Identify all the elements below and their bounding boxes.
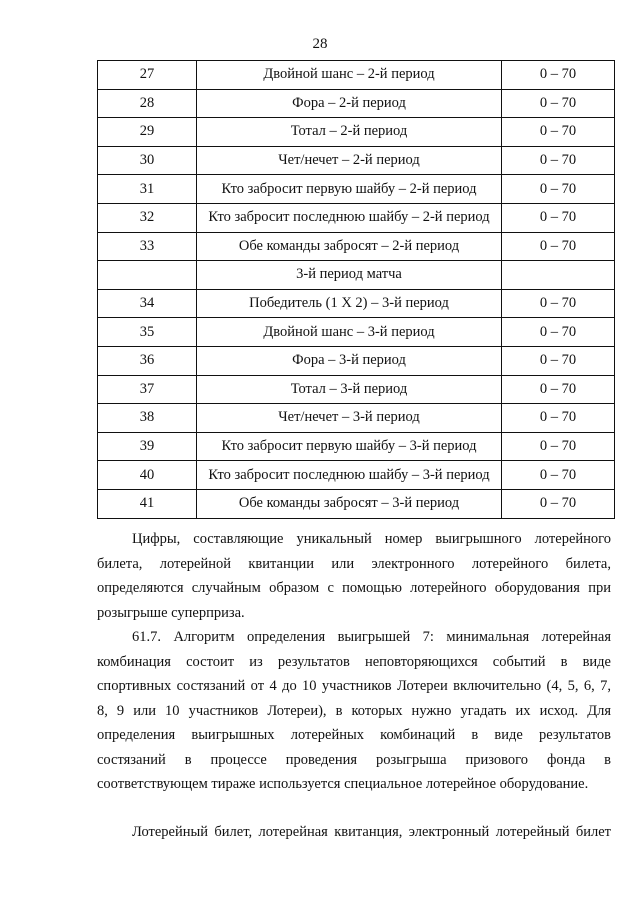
event-name-cell: Обе команды забросят – 2-й период bbox=[197, 232, 502, 261]
paragraph-line: комбинация состоит из результатов неповторяющихся событий в виде bbox=[97, 653, 611, 670]
table-row bbox=[98, 232, 615, 261]
coefficient-range-cell: 0 – 70 bbox=[502, 289, 615, 318]
table-row bbox=[98, 289, 615, 318]
table-row bbox=[98, 461, 615, 490]
table-row bbox=[98, 89, 615, 118]
event-name-cell: 3-й период матча bbox=[197, 261, 502, 290]
table-row bbox=[98, 203, 615, 232]
paragraph-line: состязаний в процессе проведения розыгрыша призового фонда в bbox=[97, 751, 611, 768]
coefficient-range-cell: 0 – 70 bbox=[502, 203, 615, 232]
row-number-cell bbox=[98, 261, 197, 290]
table-row bbox=[98, 404, 615, 433]
row-number-cell: 30 bbox=[98, 146, 197, 175]
paragraph-line: билета, лотерейной квитанции или электронного лотерейного билета, bbox=[97, 555, 611, 572]
event-name-cell: Кто забросит первую шайбу – 3-й период bbox=[197, 432, 502, 461]
table-row bbox=[98, 489, 615, 518]
event-name-cell: Кто забросит последнюю шайбу – 2-й период bbox=[197, 203, 502, 232]
table-row bbox=[98, 318, 615, 347]
events-table-body bbox=[98, 61, 615, 519]
event-name-cell: Чет/нечет – 2-й период bbox=[197, 146, 502, 175]
coefficient-range-cell: 0 – 70 bbox=[502, 61, 615, 90]
table-row bbox=[98, 432, 615, 461]
table-row bbox=[98, 375, 615, 404]
coefficient-range-cell: 0 – 70 bbox=[502, 232, 615, 261]
table-row bbox=[98, 146, 615, 175]
page-number: 28 bbox=[312, 36, 328, 52]
table-row bbox=[98, 61, 615, 90]
coefficient-range-cell: 0 – 70 bbox=[502, 118, 615, 147]
table-row bbox=[98, 118, 615, 147]
paragraph-line: 61.7. Алгоритм определения выигрышей 7: минимальная лотерейная bbox=[132, 629, 611, 645]
row-number-cell: 37 bbox=[98, 375, 197, 404]
event-name-cell: Кто забросит первую шайбу – 2-й период bbox=[197, 175, 502, 204]
row-number-cell: 41 bbox=[98, 489, 197, 518]
coefficient-range-cell: 0 – 70 bbox=[502, 432, 615, 461]
paragraph-line: соответствующем тираже используется специальное лотерейное оборудование. bbox=[97, 776, 589, 792]
row-number-cell: 38 bbox=[98, 404, 197, 433]
row-number-cell: 33 bbox=[98, 232, 197, 261]
row-number-cell: 29 bbox=[98, 118, 197, 147]
paragraph-line: Цифры, составляющие уникальный номер выигрышного лотерейного bbox=[132, 531, 611, 547]
event-name-cell: Фора – 2-й период bbox=[197, 89, 502, 118]
row-number-cell: 27 bbox=[98, 61, 197, 90]
paragraph-line: определения выигрышных лотерейных комбинаций в виде результатов bbox=[97, 727, 611, 743]
event-name-cell: Тотал – 2-й период bbox=[197, 118, 502, 147]
paragraph-line: спортивных состязаний от 4 до 10 участников Лотереи включительно (4, 5, 6, 7, bbox=[97, 678, 611, 694]
event-name-cell: Фора – 3-й период bbox=[197, 346, 502, 375]
table-row bbox=[98, 261, 615, 290]
event-name-cell: Тотал – 3-й период bbox=[197, 375, 502, 404]
paragraph-lottery-ticket bbox=[97, 820, 611, 845]
paragraph-line: Лотерейный билет, лотерейная квитанция, электронный лотерейный билет bbox=[132, 824, 611, 840]
paragraph-superprize-numbers bbox=[97, 527, 611, 625]
row-number-cell: 40 bbox=[98, 461, 197, 490]
row-number-cell: 32 bbox=[98, 203, 197, 232]
paragraph-line: 8, 9 или 10 участников Лотереи), в которых нужно угадать их исход. Для bbox=[97, 702, 611, 719]
event-name-cell: Чет/нечет – 3-й период bbox=[197, 404, 502, 433]
coefficient-range-cell: 0 – 70 bbox=[502, 89, 615, 118]
event-name-cell: Кто забросит последнюю шайбу – 3-й период bbox=[197, 461, 502, 490]
paragraph-line: розыгрыше суперприза. bbox=[97, 604, 245, 621]
coefficient-range-cell: 0 – 70 bbox=[502, 146, 615, 175]
row-number-cell: 31 bbox=[98, 175, 197, 204]
row-number-cell: 28 bbox=[98, 89, 197, 118]
coefficient-range-cell: 0 – 70 bbox=[502, 346, 615, 375]
coefficient-range-cell: 0 – 70 bbox=[502, 461, 615, 490]
table-row bbox=[98, 346, 615, 375]
row-number-cell: 39 bbox=[98, 432, 197, 461]
coefficient-range-cell: 0 – 70 bbox=[502, 404, 615, 433]
paragraph-algorithm-61-7 bbox=[97, 625, 611, 797]
table-row bbox=[98, 175, 615, 204]
paragraph-line: определяются случайным образом с помощью лотерейного оборудования при bbox=[97, 580, 611, 596]
coefficient-range-cell: 0 – 70 bbox=[502, 375, 615, 404]
row-number-cell: 34 bbox=[98, 289, 197, 318]
coefficient-range-cell bbox=[502, 261, 615, 290]
row-number-cell: 36 bbox=[98, 346, 197, 375]
event-name-cell: Победитель (1 X 2) – 3-й период bbox=[197, 289, 502, 318]
event-name-cell: Обе команды забросят – 3-й период bbox=[197, 489, 502, 518]
coefficient-range-cell: 0 – 70 bbox=[502, 318, 615, 347]
event-name-cell: Двойной шанс – 3-й период bbox=[197, 318, 502, 347]
event-name-cell: Двойной шанс – 2-й период bbox=[197, 61, 502, 90]
coefficient-range-cell: 0 – 70 bbox=[502, 489, 615, 518]
coefficient-range-cell: 0 – 70 bbox=[502, 175, 615, 204]
row-number-cell: 35 bbox=[98, 318, 197, 347]
events-table bbox=[97, 60, 615, 519]
